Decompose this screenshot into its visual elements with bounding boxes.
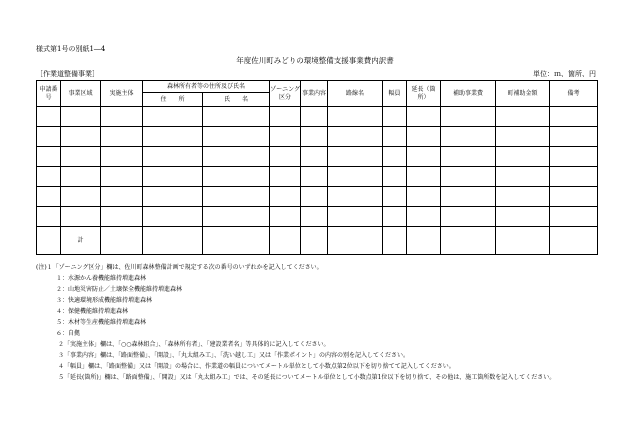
col-header-owner-address: 住 所: [143, 93, 203, 107]
note-3: ３「事業内容」欄は、「路面整備」、「開設」、「丸太組み工」、「洗い越し工」又は「作業ポイント」の内容の別を記入してください。: [58, 352, 410, 359]
table-row: [37, 207, 598, 227]
table-row: [37, 187, 598, 207]
zoning-item: ３：快適環境形成機能維持増進森林: [56, 297, 153, 304]
notes-section: [36, 262, 555, 383]
note-1: (注)１「ゾーニング区分」欄は、佐川町森林整備計画で規定する次の番号のいずれかを記入してください。: [36, 264, 323, 271]
col-header-extension: 延長（箇所）: [407, 81, 441, 107]
col-header-owner-group: 森林所有者等の住所及び氏名: [143, 81, 270, 93]
zoning-item: ２：山地災害防止／土壌保全機能維持増進森林: [56, 286, 183, 293]
col-header-subsidy-cost: 補助事業費: [441, 81, 496, 107]
total-label: 計: [61, 227, 101, 255]
table-row: [37, 167, 598, 187]
zoning-item: １：水源かん養機能維持増進森林: [56, 275, 147, 282]
col-header-town-subsidy: 町補助金額: [496, 81, 550, 107]
unit-label: 単位：ｍ、箇所、円: [533, 70, 596, 78]
note-4: ４「幅員」欄は、「路面整備」又は「開設」の場合に、作業道の幅員についてメートル単位として小数点第2位以下を切り捨てて記入してください。: [58, 363, 455, 370]
col-header-owner-name: 氏 名: [203, 93, 270, 107]
col-header-application-no: 申請番号: [37, 81, 61, 107]
table-row: [37, 127, 598, 147]
col-header-project-area: 事業区域: [61, 81, 101, 107]
form-number: 様式第1号の別紙1―4: [36, 45, 106, 53]
col-header-work-content: 事業内容: [301, 81, 328, 107]
table-row: [37, 147, 598, 167]
note-2: ２「実施主体」欄は、「○○森林組合」、「森林所有者」、「建設業者名」等具体的に記入してください。: [58, 341, 330, 348]
col-header-route-name: 路線名: [328, 81, 383, 107]
table-row: [37, 107, 598, 127]
project-category: ［作業道整備事業］: [36, 70, 99, 78]
document-title: 年度佐川町みどりの環境整備支援事業費内訳書: [236, 56, 394, 65]
cost-breakdown-table: [36, 80, 598, 255]
zoning-item: ４：保健機能維持増進森林: [56, 308, 129, 315]
total-row: [37, 227, 598, 255]
col-header-remarks: 備考: [550, 81, 598, 107]
col-header-zoning: ゾーニング区分: [270, 81, 301, 107]
col-header-implementer: 実施主体: [101, 81, 143, 107]
col-header-width: 幅員: [383, 81, 407, 107]
note-5: ５「延長(箇所)」欄は、「路面整備」、「開設」又は「丸太組み工」では、その延長についてメートル単位として小数点第1位以下を切り捨て、その他は、施工箇所数を記入してください。: [58, 374, 556, 381]
zoning-item: ６：自拠: [56, 330, 81, 337]
zoning-item: ５：木材等生産機能維持増進森林: [56, 319, 147, 326]
